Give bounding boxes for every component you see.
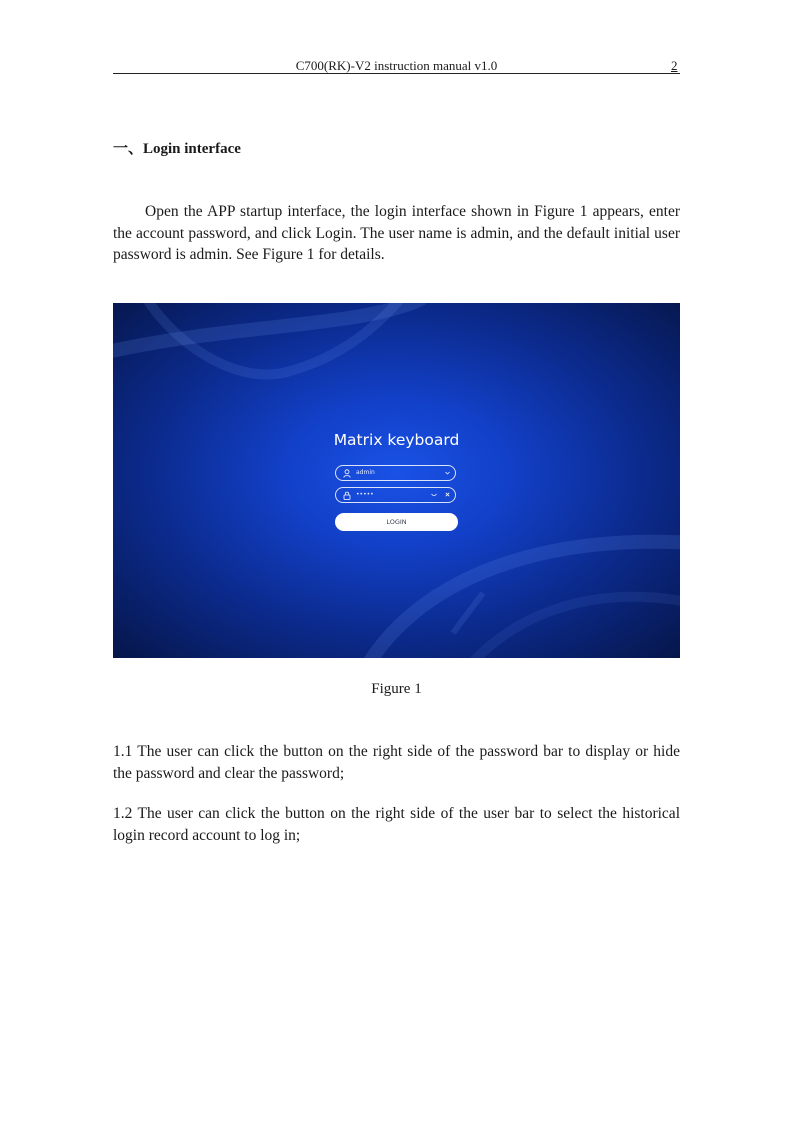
login-button[interactable]: LOGIN — [335, 513, 458, 531]
note-1-1: 1.1 The user can click the button on the right side of the password bar to display or hide the password and clear the password; — [113, 743, 680, 782]
section-heading: 一、Login interface — [113, 141, 241, 157]
eye-closed-icon[interactable] — [431, 489, 437, 501]
note-1-2: 1.2 The user can click the button on the right side of the user bar to select the historical login record account to log in; — [113, 805, 680, 844]
header-rule — [113, 73, 680, 74]
password-field[interactable] — [335, 487, 456, 503]
login-screenshot — [113, 303, 680, 658]
header-title: C700(RK)-V2 instruction manual v1.0 — [295, 58, 498, 73]
password-value: ••••• — [356, 491, 374, 498]
page-number: 2 — [671, 58, 678, 73]
username-field[interactable] — [335, 465, 456, 481]
app-title: Matrix keyboard — [333, 431, 460, 449]
lock-icon — [342, 490, 352, 500]
intro-paragraph: Open the APP startup interface, the login interface shown in Figure 1 appears, enter the account password, and click Login. The user name is admin, and the default initial user password is admin. See Figure 1 for details. — [113, 203, 680, 263]
figure-caption: Figure 1 — [371, 681, 422, 697]
close-icon[interactable] — [445, 489, 450, 501]
user-icon — [342, 468, 352, 478]
chevron-down-icon[interactable] — [445, 467, 450, 479]
username-value: admin — [356, 469, 375, 476]
